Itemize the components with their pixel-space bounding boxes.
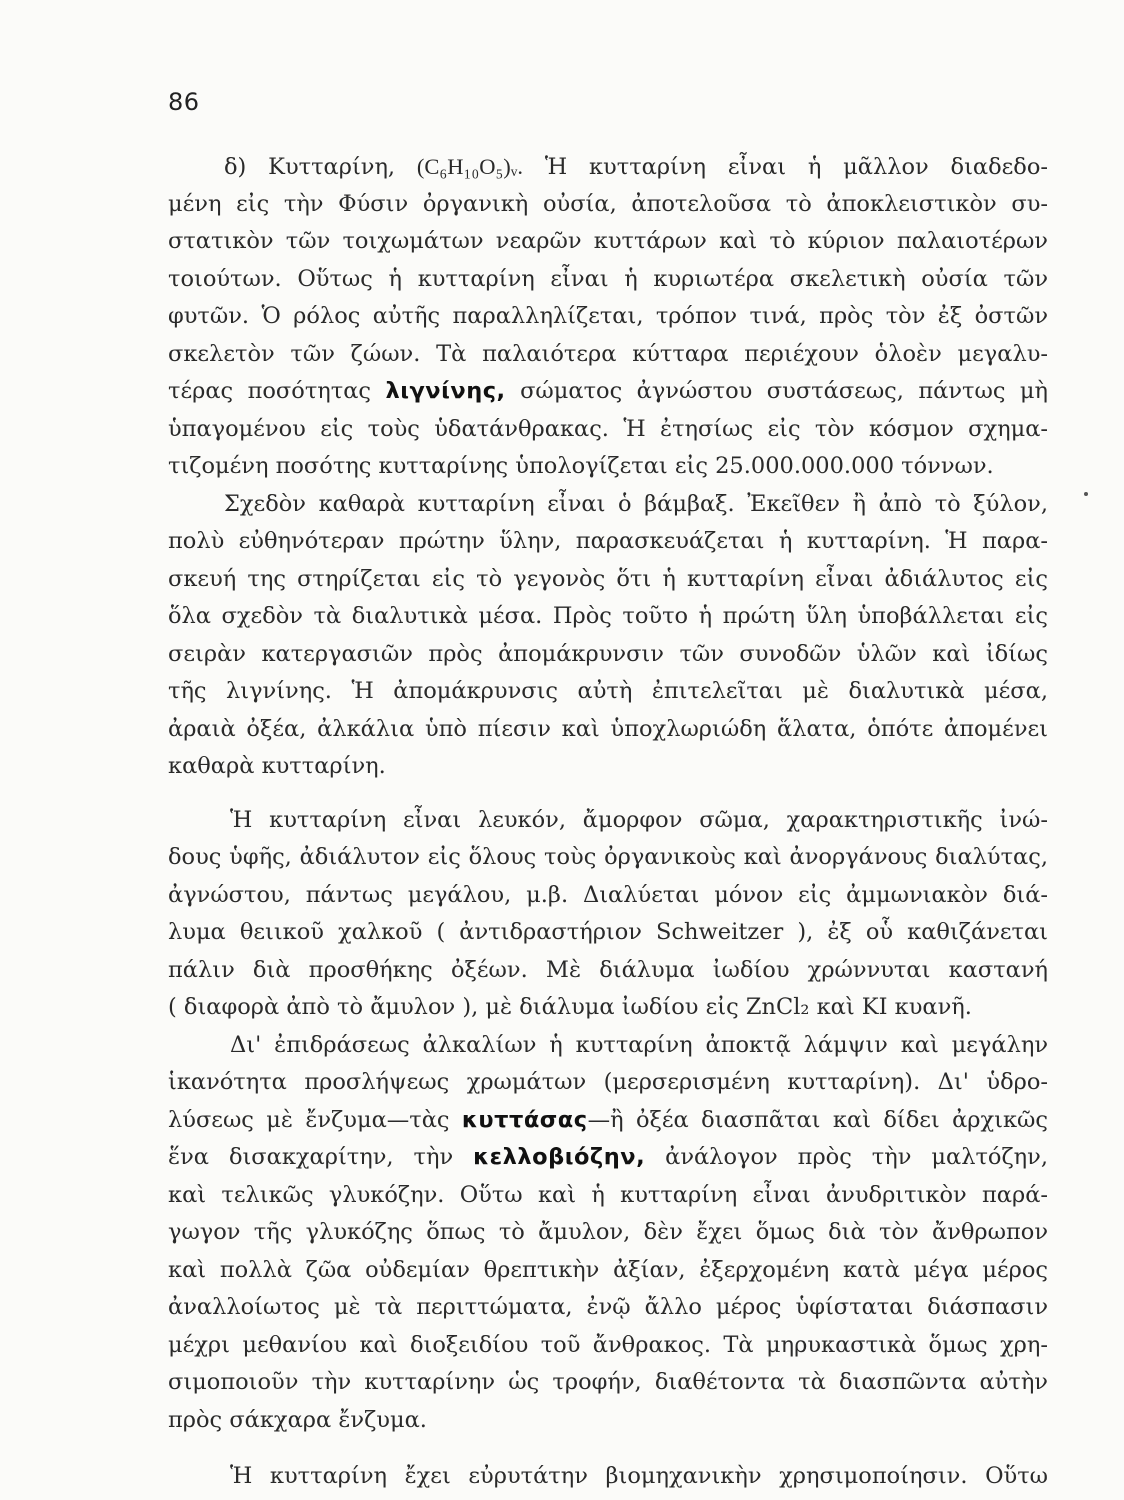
- text-line: ἀγνώστου, πάντως μεγάλου, μ.β. Διαλύεται μόνον εἰς ἀμμωνιακὸν διά-: [168, 881, 1048, 908]
- paragraph-properties: [168, 802, 1048, 1027]
- text-segment: τέρας ποσότητας: [168, 378, 386, 404]
- text-segment: λύσεως μὲ ἔνζυμα—τὰς: [168, 1106, 462, 1133]
- bold-term-cellulase: κυττάσας: [461, 1106, 588, 1133]
- text-segment: ἕνα δισακχαρίτην, τὴν: [168, 1144, 474, 1170]
- text-segment: —ἢ ὀξέα διασπᾶται καὶ δίδει ἀρχικῶς: [587, 1106, 1048, 1133]
- text-line: τιζομένη ποσότης κυτταρίνης ὑπολογίζεται εἰς 25.000.000.000 τόννων.: [168, 453, 994, 479]
- text-line: σιμοποιοῦν τὴν κυτταρίνην ὡς τροφήν, διαθέτοντα τὰ διασπῶντα αὐτὴν: [168, 1369, 1048, 1395]
- text-line: φυτῶν. Ὁ ρόλος αὐτῆς παραλληλίζεται, τρόπον τινά, πρὸς τὸν ἐξ ὀστῶν: [168, 303, 1048, 329]
- text-line: στατικὸν τῶν τοιχωμάτων νεαρῶν κυττάρων καὶ τὸ κύριον παλαιοτέρων: [168, 228, 1048, 254]
- text-line: ( διαφορὰ ἀπὸ τὸ ἄμυλον ), μὲ διάλυμα ἰωδίου εἰς ZnCl₂ καὶ KI κυανῆ.: [168, 994, 972, 1020]
- paragraph-cellulose-intro: [168, 148, 1048, 486]
- text-line: καὶ τελικῶς γλυκόζην. Οὕτω καὶ ἡ κυτταρίνη εἶναι ἀνυδριτικὸν παρά-: [168, 1181, 1048, 1208]
- text-line: καὶ πολλὰ ζῶα οὐδεμίαν θρεπτικὴν ἀξίαν, ἐξερχομένη κατὰ μέγα μέρος: [168, 1256, 1048, 1283]
- paragraph-cotton: [168, 486, 1048, 786]
- text-line: καθαρὰ κυτταρίνη.: [168, 753, 386, 779]
- text-line: [168, 1102, 1048, 1140]
- text-line: μένη εἰς τὴν Φύσιν ὀργανικὴ οὐσία, ἀποτελοῦσα τὸ ἀποκλειστικὸν συ-: [168, 190, 1048, 217]
- text-line: πρὸς σάκχαρα ἔνζυμα.: [168, 1406, 427, 1433]
- margin-speck: [1084, 492, 1088, 496]
- text-line: [168, 373, 1048, 411]
- section-label: δ) Κυτταρίνη,: [224, 154, 396, 180]
- text-line: σκελετὸν τῶν ζώων. Τὰ παλαιότερα κύτταρα περιέχουν ὁλοὲν μεγαλυ-: [168, 340, 1048, 367]
- bold-term-cellobiose: κελλοβιόζην,: [473, 1144, 646, 1170]
- text-line: δους ὑφῆς, ἀδιάλυτον εἰς ὅλους τοὺς ὀργανικοὺς καὶ ἀνοργάνους διαλύτας,: [168, 844, 1048, 870]
- text-segment: ἀνάλογον πρὸς τὴν μαλτόζην,: [645, 1144, 1048, 1170]
- text-segment: Ἡ κυτταρίνη εἶναι ἡ μᾶλλον διαδεδο-: [523, 154, 1048, 180]
- text-line: σειρὰν κατεργασιῶν πρὸς ἀπομάκρυνσιν τῶν συνοδῶν ὑλῶν καὶ ἰδίως: [168, 640, 1048, 667]
- text-line: [168, 148, 1048, 186]
- text-line: πάλιν διὰ προσθήκης ὀξέων. Μὲ διάλυμα ἰωδίου χρώννυται καστανή: [168, 956, 1048, 983]
- text-line: σκευή της στηρίζεται εἰς τὸ γεγονὸς ὅτι ἡ κυτταρίνη εἶναι ἀδιάλυτος εἰς: [168, 565, 1048, 592]
- text-line: [168, 1139, 1048, 1177]
- text-line: ὑπαγομένου εἰς τοὺς ὑδατάνθρακας. Ἡ ἐτησίως εἰς τὸν κόσμον σχημα-: [168, 415, 1048, 442]
- text-line: γωγον τῆς γλυκόζης ὅπως τὸ ἄμυλον, δὲν ἔχει ὅμως διὰ τὸν ἄνθρωπον: [168, 1219, 1048, 1245]
- chemical-formula: (C₆H₁₀O₅)ᵥ.: [416, 154, 524, 179]
- text-line: Ἡ κυτταρίνη εἶναι λευκόν, ἄμορφον σῶμα, χαρακτηριστικῆς ἰνώ-: [230, 806, 1048, 833]
- text-line: ἀραιὰ ὀξέα, ἀλκάλια ὑπὸ πίεσιν καὶ ὑποχλωριώδη ἅλατα, ὁπότε ἀπομένει: [168, 715, 1048, 742]
- text-line: τῆς λιγνίνης. Ἡ ἀπομάκρυνσις αὐτὴ ἐπιτελεῖται μὲ διαλυτικὰ μέσα,: [168, 678, 1048, 704]
- text-line: μέχρι μεθανίου καὶ διοξειδίου τοῦ ἄνθρακος. Τὰ μηρυκαστικὰ ὅμως χρη-: [168, 1331, 1048, 1358]
- text-line: πολὺ εὐθηνότεραν πρώτην ὕλην, παρασκευάζεται ἡ κυτταρίνη. Ἡ παρα-: [168, 528, 1048, 554]
- paragraph-hydrolysis: [168, 1027, 1048, 1440]
- text-line: τοιούτων. Οὕτως ἡ κυτταρίνη εἶναι ἡ κυριωτέρα σκελετικὴ οὐσία τῶν: [168, 265, 1048, 292]
- text-line: Ἡ κυτταρίνη ἔχει εὐρυτάτην βιομηχανικὴν χρησιμοποίησιν. Οὕτω: [230, 1463, 1048, 1489]
- text-line: ἱκανότητα προσλήψεως χρωμάτων (μερσερισμένη κυτταρίνη). Δι' ὑδρο-: [168, 1069, 1048, 1095]
- text-line: λυμα θειικοῦ χαλκοῦ ( ἀντιδραστήριον Schweitzer ), ἐξ οὗ καθιζάνεται: [168, 919, 1048, 945]
- text-body: [168, 148, 1048, 1496]
- bold-term-lignin: λιγνίνης,: [385, 378, 506, 404]
- paragraph-industrial-use: [168, 1458, 1048, 1496]
- page-number: 86: [168, 88, 200, 116]
- text-line: ὅλα σχεδὸν τὰ διαλυτικὰ μέσα. Πρὸς τοῦτο ἡ πρώτη ὕλη ὑποβάλλεται εἰς: [168, 603, 1048, 629]
- text-line: ἀναλλοίωτος μὲ τὰ περιττώματα, ἐνῷ ἄλλο μέρος ὑφίσταται διάσπασιν: [168, 1294, 1048, 1320]
- text-segment: σώματος ἀγνώστου συστάσεως, πάντως μὴ: [505, 378, 1048, 404]
- text-line: Δι' ἐπιδράσεως ἀλκαλίων ἡ κυτταρίνη ἀποκτᾷ λάμψιν καὶ μεγάλην: [230, 1031, 1048, 1058]
- text-line: Σχεδὸν καθαρὰ κυτταρίνη εἶναι ὁ βάμβαξ. Ἐκεῖθεν ἢ ἀπὸ τὸ ξύλον,: [224, 490, 1048, 517]
